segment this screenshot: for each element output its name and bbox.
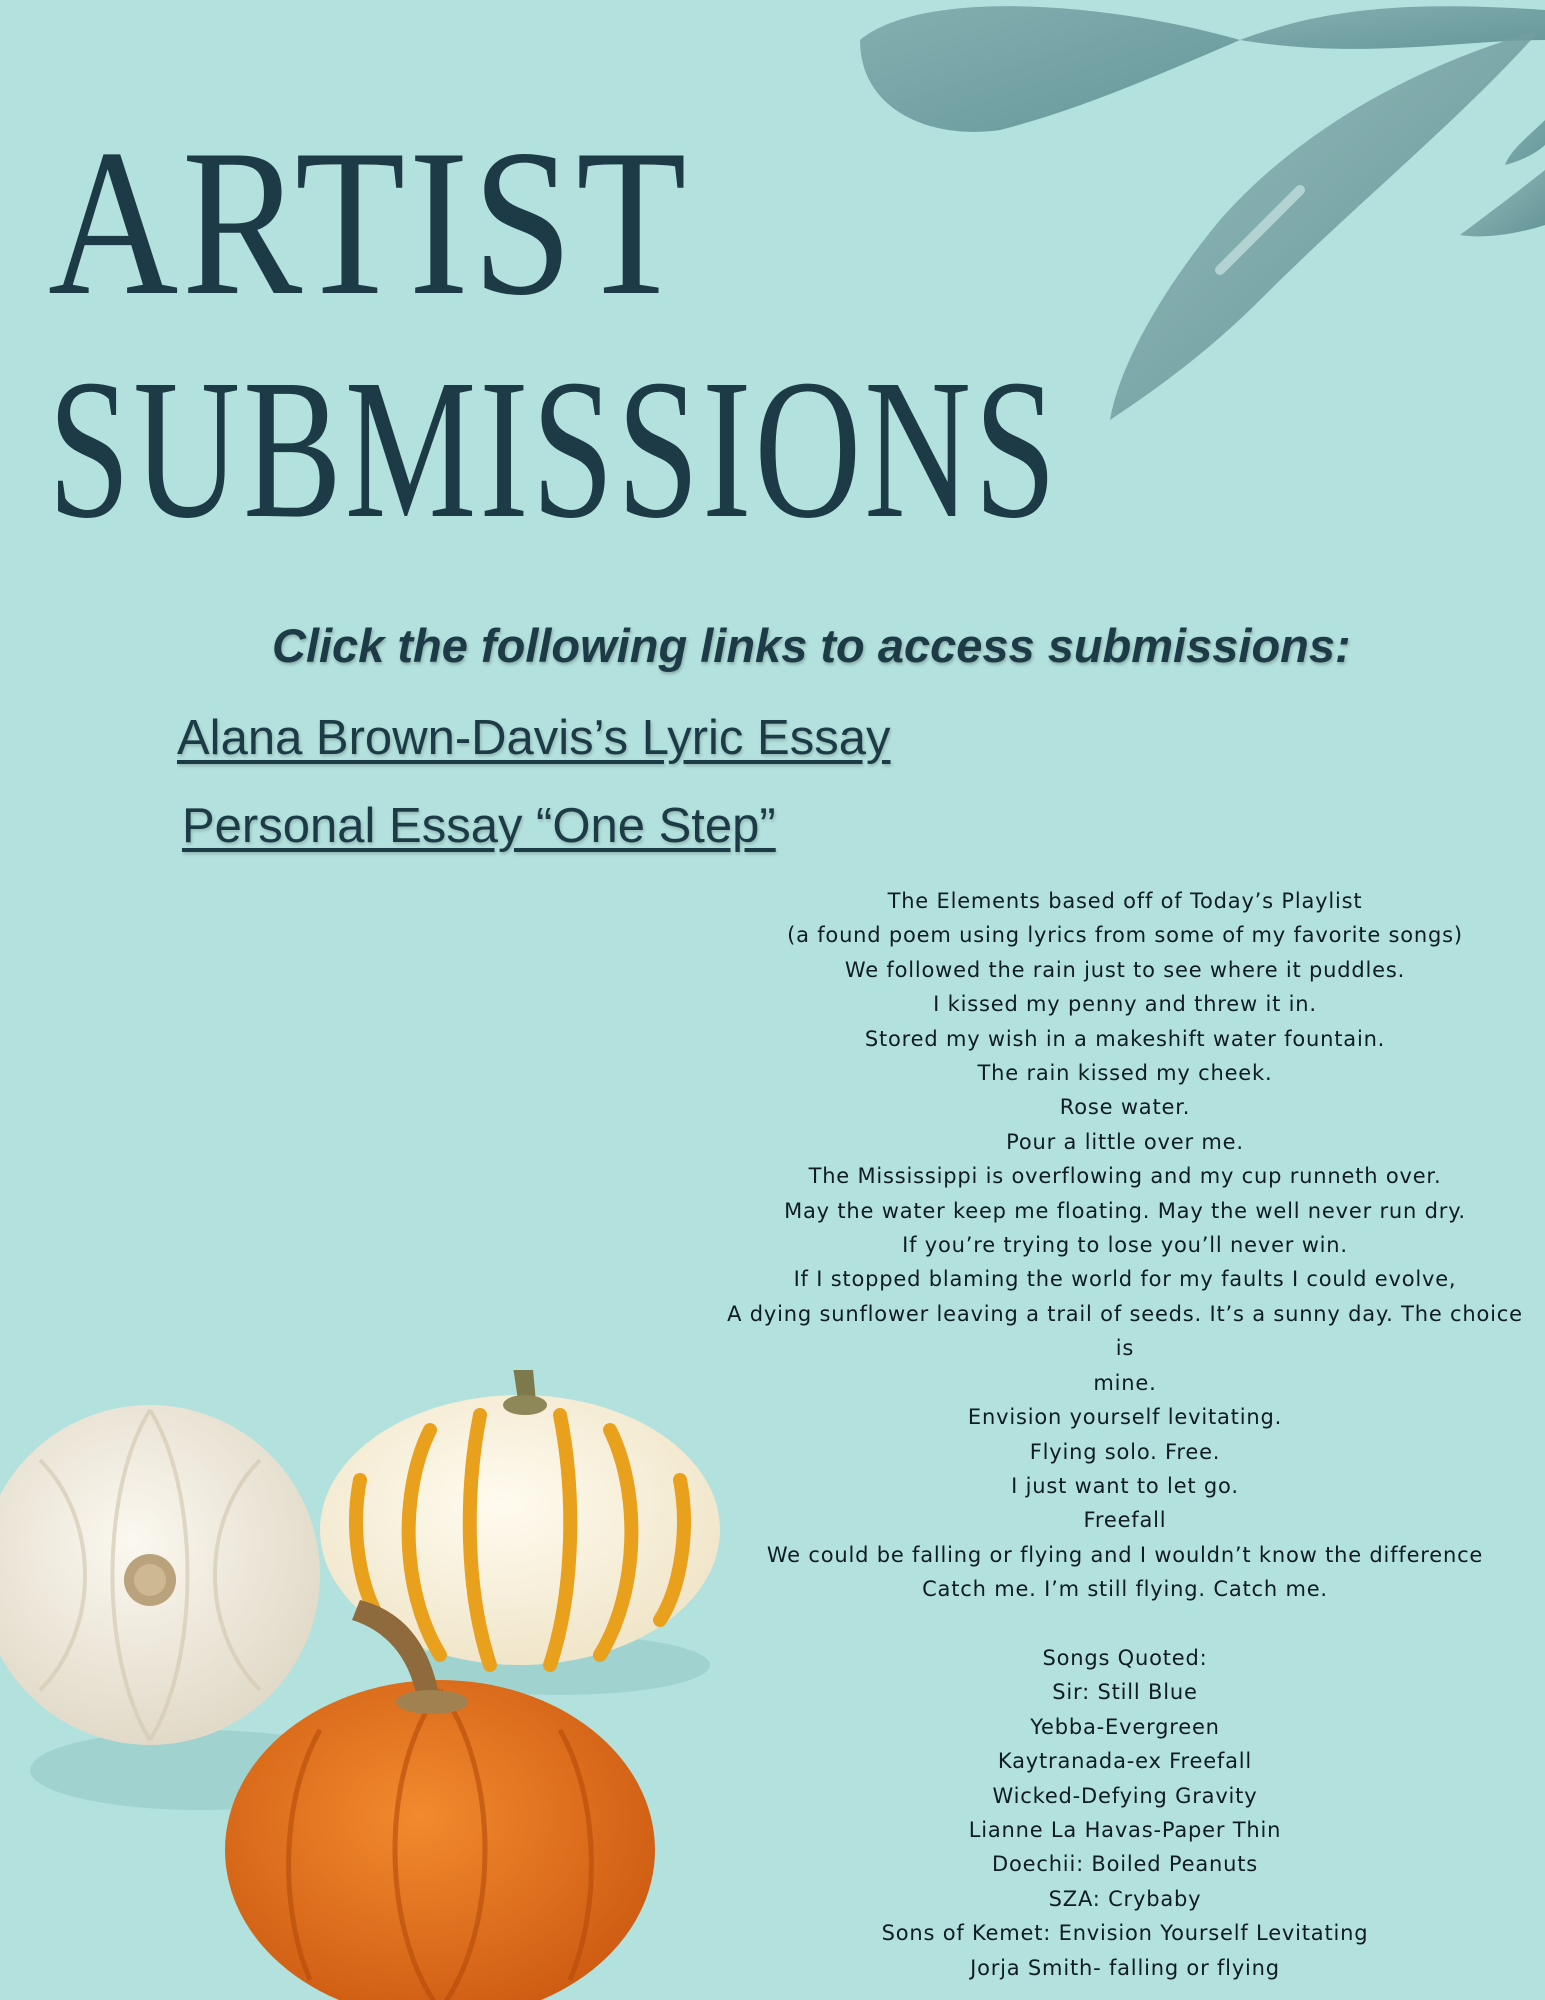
poem-line: I kissed my penny and threw it in.	[933, 992, 1317, 1017]
poem-line: We followed the rain just to see where it puddles.	[844, 957, 1406, 982]
song-item: Sons of Kemet: Envision Yourself Levitating	[881, 1921, 1369, 1946]
poem-line: Rose water.	[1059, 1095, 1191, 1120]
found-poem	[725, 884, 1525, 1985]
song-item: Doechii: Boiled Peanuts	[992, 1852, 1258, 1877]
page-title-line-2: SUBMISSIONS	[48, 339, 1060, 560]
poem-title: The Elements based off of Today’s Playlist	[887, 889, 1363, 913]
song-item: Wicked-Defying Gravity	[992, 1783, 1258, 1808]
poem-line: If you’re trying to lose you’ll never win.	[902, 1233, 1348, 1258]
song-item: Jorja Smith- falling or flying	[970, 1955, 1280, 1980]
song-item: Lianne La Havas-Paper Thin	[968, 1817, 1282, 1842]
poem-subtitle: (a found poem using lyrics from some of my favorite songs)	[787, 923, 1463, 948]
poem-line: Freefall	[1083, 1508, 1167, 1533]
poem-line: The rain kissed my cheek.	[977, 1061, 1273, 1086]
poem-line: Catch me. I’m still flying. Catch me.	[922, 1577, 1328, 1602]
poem-line: Envision yourself levitating.	[967, 1405, 1283, 1430]
poem-spacer	[725, 1607, 1525, 1641]
song-item: Sir: Still Blue	[1052, 1680, 1198, 1705]
song-item: Kaytranada-ex Freefall	[997, 1749, 1253, 1774]
poem-line: A dying sunflower leaving a trail of seeds. It’s a sunny day. The choice is	[727, 1301, 1523, 1361]
poem-line: I just want to let go.	[1011, 1473, 1239, 1498]
personal-essay-link[interactable]: Personal Essay “One Step”	[182, 799, 776, 853]
poem-line: Flying solo. Free.	[1029, 1439, 1221, 1464]
poem-line: May the water keep me floating. May the well never run dry.	[784, 1198, 1466, 1223]
poem-line: mine.	[1093, 1370, 1157, 1395]
pumpkins-image	[0, 1370, 730, 2000]
poem-line: The Mississippi is overflowing and my cup runneth over.	[808, 1164, 1442, 1189]
poem-line: Stored my wish in a makeshift water fountain.	[864, 1026, 1386, 1051]
white-pumpkin	[0, 1405, 320, 1745]
song-item: Yebba-Evergreen	[1030, 1714, 1220, 1739]
page-title-line-1: ARTIST	[48, 107, 690, 339]
poem-line: We could be falling or flying and I wouldn’t know the difference	[766, 1542, 1484, 1567]
links-instruction: Click the following links to access submissions:	[272, 619, 1351, 672]
poem-line: If I stopped blaming the world for my faults I could evolve,	[793, 1267, 1457, 1292]
poem-line: Pour a little over me.	[1006, 1129, 1244, 1154]
song-item: SZA: Crybaby	[1048, 1886, 1202, 1911]
songs-quoted-heading: Songs Quoted:	[1042, 1645, 1208, 1670]
lyric-essay-link[interactable]: Alana Brown-Davis’s Lyric Essay	[177, 711, 891, 765]
